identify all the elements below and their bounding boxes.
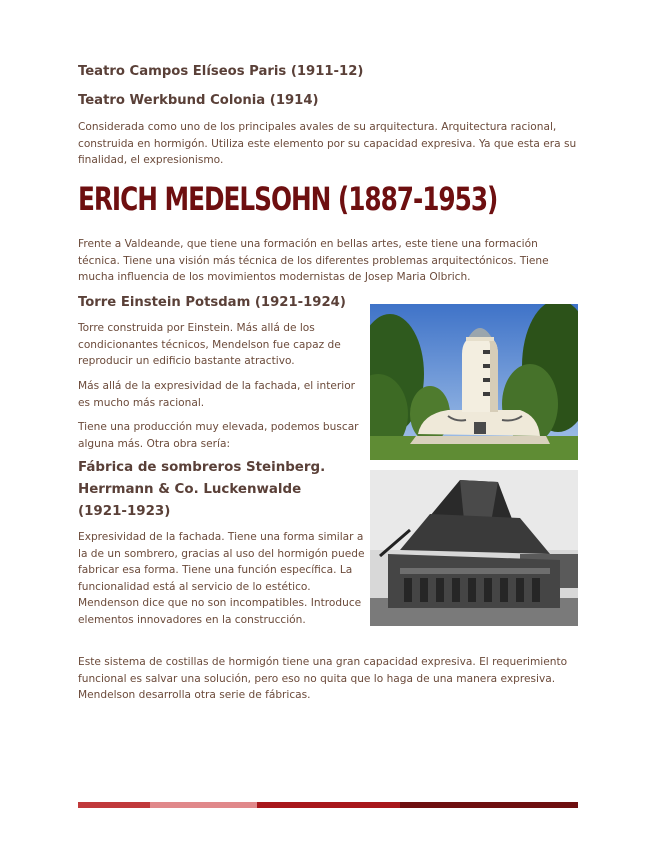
footer-segment-3 bbox=[257, 802, 400, 808]
heading-torre-einstein: Torre Einstein Potsdam (1921-1924) bbox=[78, 295, 346, 310]
footer-segment-1 bbox=[78, 802, 150, 808]
paragraph-werkbund: Considerada como uno de los principales avales de su arquitectura. Arquitectura racional, construida en hormigón. Utiliza este elemento por su capacidad expresiva. Ya que esta era su finalidad, el expresionismo. bbox=[78, 121, 577, 167]
hat-factory-photo bbox=[370, 470, 578, 626]
paragraph-fabrica-2: Este sistema de costillas de hormigón tiene una gran capacidad expresiva. El requerimiento funcional es salvar una solución, pero eso no quita que lo haga de una manera expresiva. Mendelson desarrolla otra serie de fábricas. bbox=[78, 656, 568, 702]
paragraph-fabrica-1: Expresividad de la fachada. Tiene una forma similar a la de un sombrero, gracias al uso del hormigón puede fabricar esa forma. Tiene una función específica. La funcionalidad está al servicio de lo estético. Mendenson dice que no son incompatibles. Introduce elementos innovadores en la construcción. bbox=[78, 531, 365, 626]
paragraph-einstein-1: Torre construida por Einstein. Más allá de los condicionantes técnicos, Mendelson fue capaz de reproducir un edificio bastante atractivo. bbox=[78, 322, 341, 368]
heading-teatro-werkbund: Teatro Werkbund Colonia (1914) bbox=[78, 93, 319, 108]
heading-fabrica-l1: Fábrica de sombreros Steinberg. bbox=[78, 460, 326, 475]
heading-teatro-campos: Teatro Campos Elíseos Paris (1911-12) bbox=[78, 64, 364, 79]
paragraph-intro: Frente a Valdeande, que tiene una formación en bellas artes, este tiene una formación técnica. Tiene una visión más técnica de los diferentes problemas arquitectónicos. Tiene mucha influencia de los movimientos modernistas de Josep Maria Olbrich. bbox=[78, 238, 549, 284]
paragraph-einstein-2: Más allá de la expresividad de la fachada, el interior es mucho más racional. bbox=[78, 380, 356, 409]
footer-segment-2 bbox=[150, 802, 257, 808]
page-title: ERICH MEDELSOHN (1887-1953) bbox=[78, 180, 498, 218]
paragraph-einstein-3: Tiene una producción muy elevada, podemos buscar alguna más. Otra obra sería: bbox=[78, 421, 359, 450]
footer-color-bar bbox=[78, 802, 578, 808]
heading-fabrica-l3: (1921-1923) bbox=[78, 504, 171, 519]
heading-fabrica-l2: Herrmann & Co. Luckenwalde bbox=[78, 482, 302, 497]
footer-segment-4 bbox=[400, 802, 578, 808]
einstein-tower-photo bbox=[370, 304, 578, 460]
